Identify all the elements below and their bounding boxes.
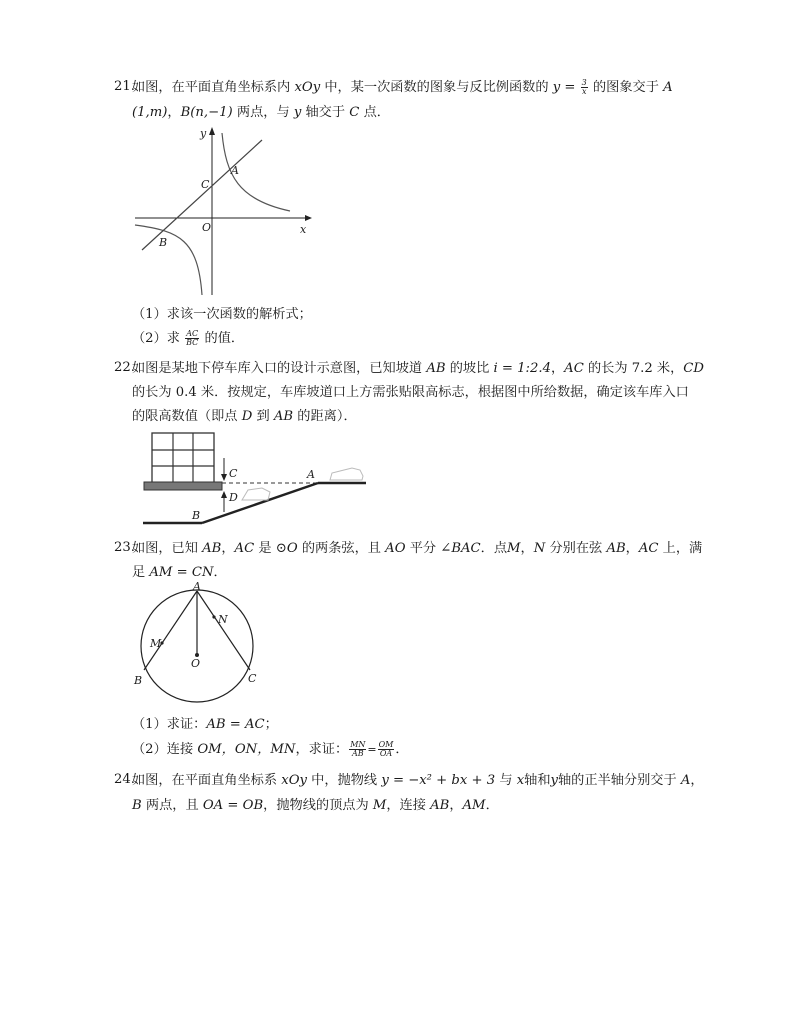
q22-line-1: 如图是某地下停车库入口的设计示意图，已知坡道 AB 的坡比 i = 1:2.4，AC 的长为 7.2 米，CD bbox=[132, 361, 704, 376]
q21-graph bbox=[130, 125, 320, 300]
q24-line-2: B 两点，且 OA = OB，抛物线的顶点为 M，连接 AB，AM． bbox=[132, 798, 499, 813]
arrow-up-d bbox=[221, 491, 227, 498]
q24-line-1: 如图，在平面直角坐标系 xOy 中，抛物线 y = −x² + bx + 3 与 x轴和y轴的正半轴分别交于 A， bbox=[132, 773, 704, 788]
label-A: A bbox=[307, 468, 315, 481]
question-number: 23. bbox=[114, 540, 135, 555]
q22-line-3: 的限高数值（即点 D 到 AB 的距离）． bbox=[132, 409, 357, 424]
label-D: D bbox=[229, 491, 238, 504]
q21-part-1: （1）求该一次函数的解析式； bbox=[132, 307, 312, 322]
q23-line-2: 足 AM = CN． bbox=[132, 565, 227, 580]
label-B: B bbox=[159, 236, 168, 249]
question-number: 24. bbox=[114, 772, 135, 787]
label-C: C bbox=[229, 467, 238, 480]
point-n bbox=[212, 615, 215, 618]
label-M: M bbox=[150, 637, 162, 650]
label-y: y bbox=[200, 127, 207, 140]
y-axis-arrow bbox=[209, 127, 215, 135]
x-axis-arrow bbox=[305, 215, 312, 221]
label-N: N bbox=[218, 613, 228, 626]
q23-part-2: （2）连接 OM，ON，MN，求证： $\frac{MN}{AB}$ = $\frac{OM}{OA}$ ． bbox=[132, 740, 409, 758]
chord-ab bbox=[144, 591, 197, 670]
label-A: A bbox=[193, 580, 201, 593]
label-x: x bbox=[300, 223, 307, 236]
fraction-mn-over-ab: $\frac{MN}{AB}$ bbox=[350, 740, 366, 758]
q23-part-1: （1）求证：AB = AC； bbox=[132, 717, 278, 732]
arrow-down-c bbox=[221, 474, 227, 481]
car-icon-ramp bbox=[242, 488, 270, 500]
car-icon-top bbox=[330, 468, 363, 480]
q21-line-2: (1,m)，B(n,−1) 两点，与 y 轴交于 C 点． bbox=[132, 105, 390, 120]
fraction-ac-over-bc: $\frac{AC}{BC}$ bbox=[186, 329, 199, 347]
label-B: B bbox=[192, 509, 201, 522]
label-C: C bbox=[201, 178, 210, 191]
label-C: C bbox=[248, 672, 257, 685]
overhang-slab bbox=[144, 482, 222, 490]
q22-garage-diagram bbox=[140, 428, 370, 528]
label-O: O bbox=[191, 657, 201, 670]
question-number: 22. bbox=[114, 360, 135, 375]
question-number: 21. bbox=[114, 79, 135, 94]
q23-line-1: 如图，已知 AB，AC 是 ⊙O 的两条弦，且 AO 平分 ∠BAC．点M，N 分别在弦 AB，AC 上，满 bbox=[132, 541, 703, 556]
q22-line-2: 的长为 0.4 米．按规定，车库坡道口上方需张贴限高标志，根据图中所给数据，确定该车库入口 bbox=[132, 385, 689, 400]
q23-circle-diagram bbox=[130, 580, 270, 693]
building bbox=[152, 433, 214, 483]
q21-part-2: （2）求 $\frac{AC}{BC}$ 的值． bbox=[132, 329, 245, 347]
label-B: B bbox=[134, 674, 143, 687]
label-O: O bbox=[202, 221, 212, 234]
fraction-om-over-oa: $\frac{OM}{OA}$ bbox=[378, 740, 394, 758]
label-A: A bbox=[231, 164, 239, 177]
chord-ac bbox=[197, 591, 250, 670]
fraction-3-over-x: $\frac{3}{x}$ bbox=[581, 78, 587, 96]
hyperbola-branch-2 bbox=[135, 225, 202, 295]
q21-line-1: 如图，在平面直角坐标系内 xOy 中，某一次函数的图象与反比例函数的 y = $\frac{3}{x}$ 的图象交于 A bbox=[132, 78, 673, 96]
